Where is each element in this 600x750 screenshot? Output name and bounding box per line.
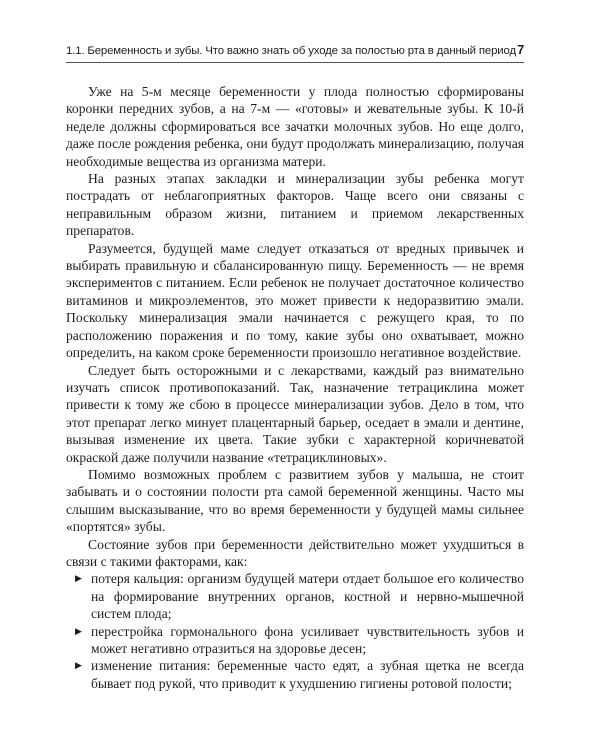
triangle-bullet-icon: ▶ [75, 660, 82, 671]
paragraph: Состояние зубов при беременности действительно может ухудшиться в связи с такими факторами, как: [66, 536, 524, 569]
running-header [66, 43, 524, 63]
paragraph: Разумеется, будущей маме следует отказаться от вредных привычек и выбирать правильную и сбалансированную пищу. Беременность — не время экспериментов с питанием. Если ребенок не получает достаточное количество витаминов и микроэлементов, это может привести к недоразвитию эмали. Поскольку минерализация эмали начинается с режущего края, то по расположению поражения и по тому, какие зубы оно охватывает, можно определить, на каком сроке беременности произошло негативное воздействие. [66, 240, 524, 361]
list-item [66, 570, 524, 622]
page-number: 7 [517, 43, 524, 57]
list-item [66, 623, 524, 658]
list-item-text: перестройка гормонального фона усиливает чувствительность зубов и может негативно отразиться на здоровье десен; [91, 623, 524, 656]
factors-list [66, 570, 524, 692]
paragraph: Следует быть осторожными и с лекарствами, каждый раз внимательно изучать список противопоказаний. Так, назначение тетрациклина может привести к тому же сбою в процессе минерализации зубов. Дело в том, что этот препарат легко минует плацентарный барьер, оседает в эмали и дентине, вызывая изменение их цвета. Такие зубки с характерной коричневатой окраской даже получили название «тетрациклиновых». [66, 362, 524, 465]
paragraph: Уже на 5-м месяце беременности у плода полностью сформированы коронки передних зубов, а на 7-м — «готовы» и жевательные зубы. К 10-й неделе должны сформироваться все зачатки молочных зубов. Но еще долго, даже после рождения ребенка, они будут продолжать минерализацию, получая необходимые вещества из организма матери. [66, 84, 524, 169]
running-title: 1.1. Беременность и зубы. Что важно знать об уходе за полостью рта в данный период [66, 45, 516, 57]
paragraph: Помимо возможных проблем с развитием зубов у малыша, не стоит забывать и о состоянии полости рта самой беременной женщины. Часто мы слышим высказывание, что во время беременности у будущей мамы сильнее «портятся» зубы. [66, 466, 524, 535]
paragraph: На разных этапах закладки и минерализации зубы ребенка могут пострадать от неблагоприятных факторов. Чаще всего они связаны с неправильным образом жизни, питанием и приемом лекарственных препаратов. [66, 171, 524, 239]
list-item [66, 657, 524, 692]
page-body [66, 83, 524, 692]
triangle-bullet-icon: ▶ [75, 625, 82, 636]
triangle-bullet-icon: ▶ [75, 573, 82, 584]
list-item-text: потеря кальция: организм будущей матери отдает большое его количество на формирование внутренних органов, костной и нервно-мышечной систем плода; [91, 571, 524, 622]
list-item-text: изменение питания: беременные часто едят, а зубная щетка не всегда бывает под рукой, что приводит к ухудшению гигиены ротовой полости; [91, 658, 524, 691]
